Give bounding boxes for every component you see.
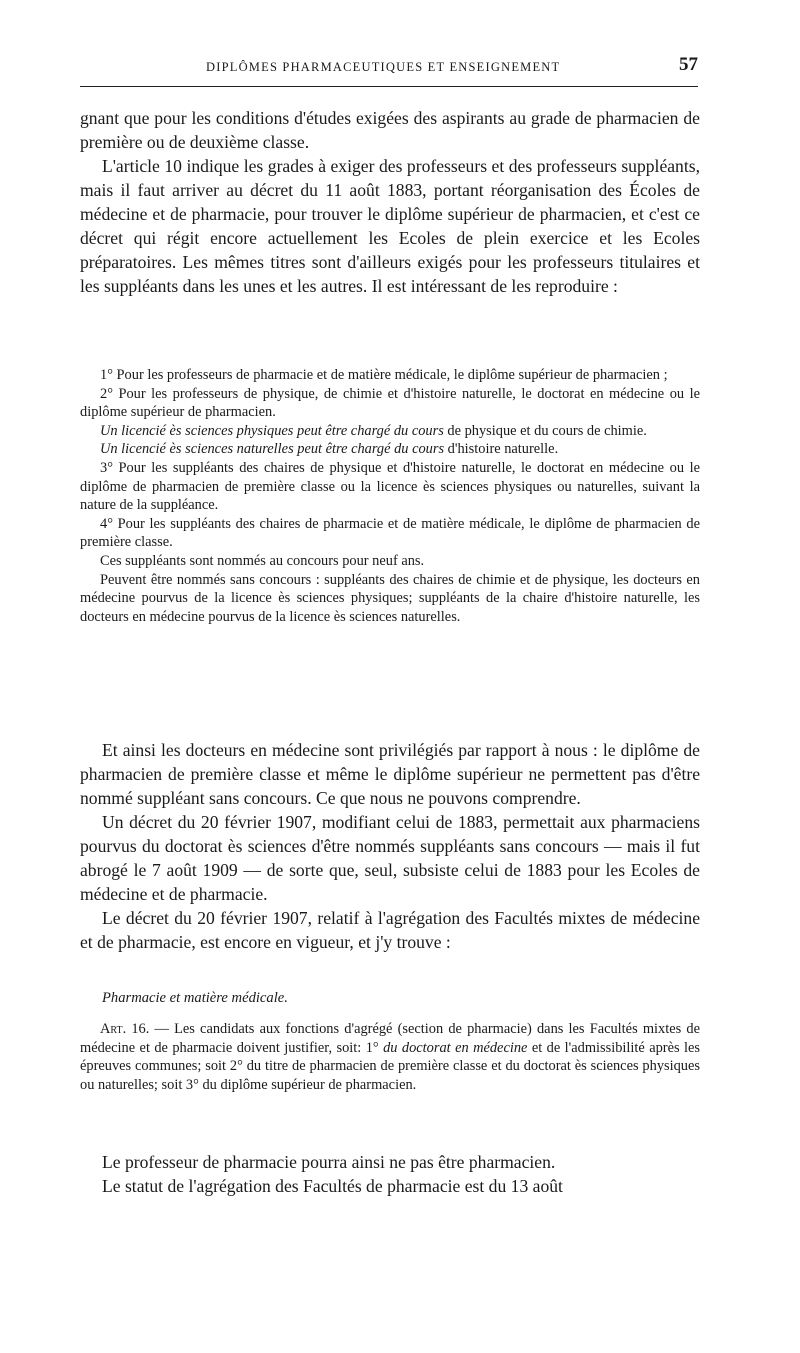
page-header: [80, 54, 700, 84]
decree-quotation: [80, 366, 700, 626]
paragraph: Le décret du 20 février 1907, relatif à l'agrégation des Facultés mixtes de médecine et de pharmacie, est encore en vigueur, et j'y trouve :: [80, 908, 700, 952]
italic-text: Un licencié ès sciences naturelles peut être chargé du cours: [100, 441, 445, 458]
closing-paragraphs: [80, 1150, 700, 1198]
quote-item: 3° Pour les suppléants des chaires de physique et d'histoire naturelle, le doctorat en médecine ou le diplôme de pharmacien de première classe ou la licence ès sciences physiques ou naturelles, suivant la nature de la suppléance.: [80, 459, 700, 514]
paragraph: Le professeur de pharmacie pourra ainsi ne pas être pharmacien.: [102, 1152, 556, 1172]
page-number: 57: [679, 54, 698, 75]
article-label: Art. 16.: [100, 1021, 150, 1037]
quote-item: Ces suppléants sont nommés au concours pour neuf ans.: [100, 552, 425, 569]
paragraph: Le statut de l'agrégation des Facultés de pharmacie est du 13 août: [102, 1176, 563, 1196]
quote-item: Peuvent être nommés sans concours : suppléants des chaires de chimie et de physique, les docteurs en médecine pourvus de la licence ès sciences physiques; suppléants de la chaire d'histoire naturelle, les docteurs en médecine pourvus de la licence ès sciences naturelles.: [80, 571, 700, 625]
paragraph: gnant que pour les conditions d'études exigées des aspirants au grade de pharmacien de première ou de deuxième classe.: [80, 108, 700, 152]
header-rule: [80, 86, 698, 87]
quote-text: de physique et du cours de chimie.: [443, 422, 647, 439]
quote-text: d'histoire naturelle.: [444, 441, 559, 458]
article-text: — Les candidats aux fonctions d'agrégé (section de pharmacie) dans les Facultés mixtes de médecine et de pharmacie doivent justifier, soit: 1°: [80, 1021, 700, 1056]
running-title: DIPLÔMES PHARMACEUTIQUES ET ENSEIGNEMENT: [206, 60, 561, 74]
quote-item: [80, 440, 700, 459]
section-title: Pharmacie et matière médicale.: [102, 990, 288, 1006]
intro-paragraphs: [80, 106, 700, 298]
quote-item: 2° Pour les professeurs de physique, de chimie et d'histoire naturelle, le doctorat en médecine ou le diplôme supérieur de pharmacien.: [80, 385, 700, 421]
quote-item: [80, 422, 700, 441]
article-quotation: [80, 1020, 700, 1094]
quote-item: 1° Pour les professeurs de pharmacie et de matière médicale, le diplôme supérieur de pharmacien ;: [100, 367, 668, 383]
paragraph: Un décret du 20 février 1907, modifiant celui de 1883, permettait aux pharmaciens pourvus du doctorat ès sciences d'être nommés suppléants sans concours — mais il fut abrogé le 7 août 1909 — de sorte que, seul, subsiste celui de 1883 pour les Ecoles de médecine et de pharmacie.: [80, 812, 700, 904]
italic-text: Un licencié ès sciences physiques peut être chargé du cours: [100, 422, 444, 439]
article-text: et de l'admissibilité après les épreuves communes; soit 2° du titre de pharmacien de première classe et du doctorat ès sciences physiques ou naturelles; soit 3° du diplôme supérieur de pharmacien.: [80, 1039, 700, 1093]
paragraph: L'article 10 indique les grades à exiger des professeurs et des professeurs suppléants, mais il faut arriver au décret du 11 août 1883, portant réorganisation des Écoles de médecine et de pharmacie, pour trouver le diplôme supérieur de pharmacien, et c'est ce décret qui régit encore actuellement les Ecoles de plein exercice et les Ecoles préparatoires. Les mêmes titres sont d'ailleurs exigés pour les professeurs titulaires et les suppléants dans les unes et les autres. Il est intéressant de les reproduire :: [80, 156, 700, 296]
quote-item: 4° Pour les suppléants des chaires de pharmacie et de matière médicale, le diplôme de pharmacien de première classe.: [80, 515, 700, 551]
paragraph: Et ainsi les docteurs en médecine sont privilégiés par rapport à nous : le diplôme de pharmacien de première classe et même le diplôme supérieur ne permettent pas d'être nommé suppléant sans concours. Ce que nous ne pouvons comprendre.: [80, 740, 700, 808]
commentary-paragraphs: [80, 738, 700, 954]
article-paragraph: [80, 1020, 700, 1094]
italic-text: du doctorat en médecine: [383, 1039, 528, 1056]
